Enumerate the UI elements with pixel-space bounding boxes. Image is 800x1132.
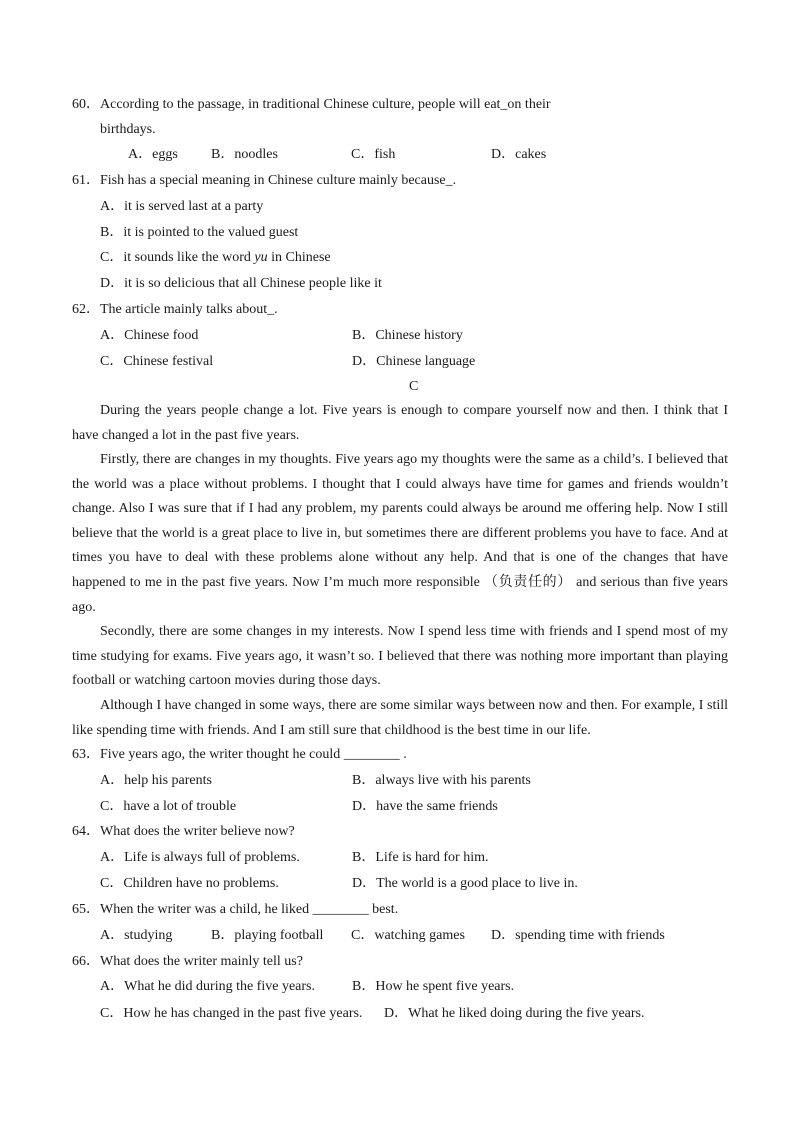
q61-option-b: B．it is pointed to the valued guest (100, 225, 299, 240)
q62-option-c: C．Chinese festival (100, 354, 214, 369)
q61-option-c-word: yu (254, 250, 268, 265)
q60-option-c: C．fish (351, 147, 396, 162)
section-label: C (409, 379, 419, 394)
q61-option-c-post: in Chinese (271, 250, 331, 265)
q61-option-c (100, 249, 331, 267)
passage-p1-text: During the years people change a lot. Five years is enough to compare yourself now and then. I think that I have changed a lot in the past five years. (72, 403, 728, 443)
passage-p2-text: Firstly, there are changes in my thoughts. Five years ago my thoughts were the same as a child’s. I believed that the world was a place without problems. I thought that I could always have time for games and friends wouldn’t change. Also I was sure that if I had any problem, my parents could always be around me offering help. Now I still believe that the world is a great place to live in, but sometimes there are different problems you have to face. And at times you have to deal with these problems alone without any help. And that is one of the changes that have happened to me in the past five years. Now I’m much more responsible （负责任的） and serious than five years ago. (72, 452, 728, 615)
passage-paragraph-4 (72, 694, 728, 743)
q65-option-d: D．spending time with friends (491, 928, 665, 943)
passage-p3-text: Secondly, there are some changes in my interests. Now I spend less time with friends and I spend most of my time studying for exams. Five years ago, it wasn’t so. I believed that there was nothing more important than playing football or watching cartoon movies during those days. (72, 624, 728, 689)
q60-option-d: D．cakes (491, 147, 547, 162)
q60-stem-cont: birthdays. (100, 122, 156, 137)
q64-option-c: C．Children have no problems. (100, 876, 279, 891)
q66-option-c: C．How he has changed in the past five years. (100, 1006, 363, 1021)
q65-option-b: B．playing football (211, 928, 324, 943)
q63-option-d: D．have the same friends (352, 799, 498, 814)
passage-paragraph-2 (72, 448, 728, 620)
q62-stem: 62．The article mainly talks about_. (72, 302, 278, 317)
q62-option-a: A．Chinese food (100, 328, 199, 343)
q66-option-b: B．How he spent five years. (352, 979, 515, 994)
q66-option-a: A．What he did during the five years. (100, 979, 315, 994)
q65-option-a: A．studying (100, 928, 173, 943)
q65-stem: 65．When the writer was a child, he liked ________ best. (72, 902, 399, 917)
passage-paragraph-3 (72, 620, 728, 694)
q65-option-c: C．watching games (351, 928, 465, 943)
q62-option-d: D．Chinese language (352, 354, 476, 369)
q62-option-b: B．Chinese history (352, 328, 463, 343)
q64-option-b: B．Life is hard for him. (352, 850, 489, 865)
q63-option-b: B．always live with his parents (352, 773, 531, 788)
q66-stem: 66．What does the writer mainly tell us? (72, 954, 303, 969)
passage-p4-text: Although I have changed in some ways, there are some similar ways between now and then. For example, I still like spending time with friends. And I am still sure that childhood is the best time in our life. (72, 698, 728, 738)
q61-option-a: A．it is served last at a party (100, 199, 264, 214)
q66-option-d: D．What he liked doing during the five years. (384, 1006, 645, 1021)
q63-option-c: C．have a lot of trouble (100, 799, 237, 814)
passage-paragraph-1 (72, 399, 728, 448)
q60-option-a: A．eggs (128, 147, 178, 162)
q63-stem: 63．Five years ago, the writer thought he could ________ . (72, 747, 407, 762)
q60-stem: 60．According to the passage, in traditional Chinese culture, people will eat_on their (72, 97, 551, 112)
q61-stem: 61．Fish has a special meaning in Chinese culture mainly because_. (72, 173, 457, 188)
q64-option-a: A．Life is always full of problems. (100, 850, 300, 865)
q64-stem: 64．What does the writer believe now? (72, 824, 295, 839)
q61-option-c-pre: C．it sounds like the word (100, 250, 255, 265)
q63-option-a: A．help his parents (100, 773, 212, 788)
q61-option-d: D．it is so delicious that all Chinese people like it (100, 276, 382, 291)
q60-option-b: B．noodles (211, 147, 278, 162)
q64-option-d: D．The world is a good place to live in. (352, 876, 578, 891)
